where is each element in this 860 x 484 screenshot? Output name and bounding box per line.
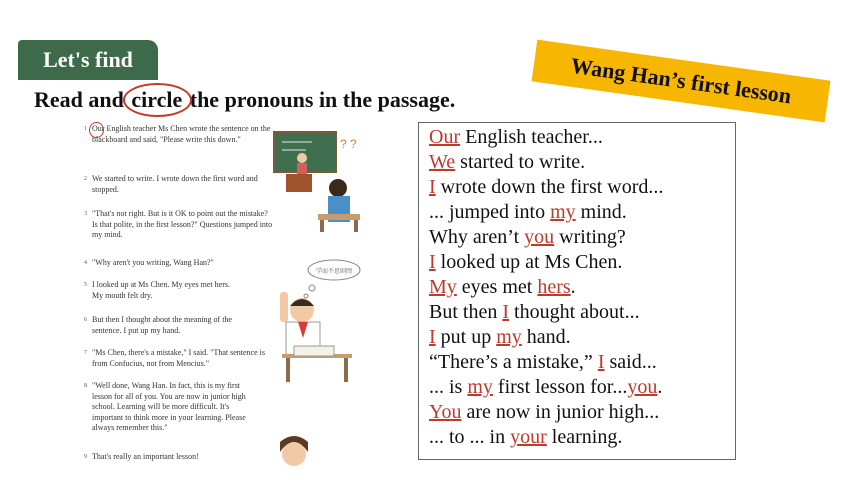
lesson-title-banner: Wang Han’s first lesson bbox=[532, 40, 831, 123]
pronoun-highlight: I bbox=[429, 326, 436, 348]
summary-text: . bbox=[570, 276, 576, 298]
paragraph-number: 7 bbox=[84, 350, 87, 356]
summary-line bbox=[429, 275, 725, 300]
summary-text: wrote down the first word... bbox=[435, 176, 664, 198]
summary-text: English teacher... bbox=[460, 126, 603, 148]
summary-text: started to write. bbox=[455, 151, 586, 173]
instruction-circled-word: circle bbox=[131, 87, 183, 112]
paragraph-number: 6 bbox=[84, 317, 87, 323]
summary-line bbox=[429, 425, 725, 450]
summary-text: looked up at Ms Chen. bbox=[435, 251, 623, 273]
pronoun-highlight: my bbox=[467, 376, 493, 398]
instruction-text bbox=[34, 87, 455, 113]
summary-line bbox=[429, 125, 725, 150]
summary-line bbox=[429, 300, 725, 325]
summary-text: . bbox=[657, 376, 663, 398]
paragraph-number: 9 bbox=[84, 454, 87, 460]
pronoun-highlight: hers bbox=[537, 276, 571, 298]
paragraph-text: I looked up at Ms Chen. My eyes met hers. My mouth felt dry. bbox=[92, 280, 230, 300]
paragraph-number: 8 bbox=[84, 383, 87, 389]
paragraph-number: 2 bbox=[84, 176, 87, 182]
section-badge: Let's find bbox=[18, 40, 158, 80]
pronoun-highlight: I bbox=[502, 301, 510, 323]
summary-text: thought about... bbox=[509, 301, 640, 323]
student-raising-hand-illustration bbox=[272, 258, 364, 388]
summary-text: mind. bbox=[575, 201, 627, 223]
passage-paragraph bbox=[84, 280, 274, 301]
passage-paragraph bbox=[84, 124, 274, 145]
circle-mark-icon bbox=[89, 122, 104, 138]
pronoun-highlight: your bbox=[510, 426, 547, 448]
summary-text: Why aren’t bbox=[429, 226, 525, 248]
paragraph-text: "Why aren't you writing, Wang Han?" bbox=[92, 258, 214, 267]
passage-paragraph bbox=[84, 348, 274, 369]
summary-text: But then bbox=[429, 301, 503, 323]
summary-text: are now in junior high... bbox=[461, 401, 660, 423]
teacher-illustration bbox=[272, 432, 332, 468]
summary-line bbox=[429, 350, 725, 375]
passage-paragraph bbox=[84, 209, 274, 241]
summary-text: said... bbox=[604, 351, 657, 373]
pronoun-highlight: you bbox=[524, 226, 555, 248]
classroom-illustration bbox=[272, 128, 364, 234]
summary-line bbox=[429, 250, 725, 275]
pronoun-highlight: my bbox=[550, 201, 576, 223]
summary-text: “There’s a mistake,” bbox=[429, 351, 598, 373]
summary-line bbox=[429, 150, 725, 175]
instruction-after: the pronouns in the passage. bbox=[184, 87, 456, 112]
summary-text: ... jumped into bbox=[429, 201, 551, 223]
summary-text: put up bbox=[435, 326, 497, 348]
paragraph-number: 3 bbox=[84, 211, 87, 217]
summary-text: ... to ... in bbox=[429, 426, 511, 448]
pronoun-highlight: you bbox=[627, 376, 658, 398]
paragraph-text: We started to write. I wrote down the first word and stopped. bbox=[92, 174, 258, 194]
pronoun-highlight: my bbox=[496, 326, 522, 348]
summary-line bbox=[429, 400, 725, 425]
paragraph-text: "Ms Chen, there's a mistake," I said. "That sentence is from Confucius, not from Mencius." bbox=[92, 348, 265, 368]
pronoun-highlight: My bbox=[429, 276, 457, 298]
summary-line bbox=[429, 225, 725, 250]
passage-paragraph bbox=[84, 258, 274, 269]
instruction-before: Read and bbox=[34, 87, 130, 112]
paragraph-text: "Well done, Wang Han. In fact, this is my first lesson for all of you. You are now in junior high school. Learning will be more difficult. It's important to think more in your learning. Please always remember this." bbox=[92, 381, 246, 432]
paragraph-text: "That's not right. But is it OK to point out the mistake? Is that polite, in the first lesson?" Questions jumped into my mind. bbox=[92, 209, 273, 239]
pronoun-summary-box bbox=[418, 122, 736, 460]
summary-text: eyes met bbox=[456, 276, 538, 298]
passage-paragraph bbox=[84, 452, 274, 463]
pronoun-highlight: We bbox=[429, 151, 456, 173]
summary-text: first lesson for... bbox=[492, 376, 628, 398]
summary-line bbox=[429, 175, 725, 200]
passage-paragraph bbox=[84, 315, 274, 336]
paragraph-number: 4 bbox=[84, 260, 87, 266]
passage-paragraph bbox=[84, 174, 274, 195]
paragraph-text: That's really an important lesson! bbox=[92, 452, 199, 461]
summary-text: learning. bbox=[546, 426, 623, 448]
paragraph-text: Our English teacher Ms Chen wrote the sentence on the blackboard and said, "Please write this down." bbox=[92, 124, 271, 144]
paragraph-text: But then I thought about the meaning of the sentence. I put up my hand. bbox=[92, 315, 232, 335]
summary-line bbox=[429, 200, 725, 225]
pronoun-highlight: You bbox=[429, 401, 462, 423]
summary-text: hand. bbox=[521, 326, 571, 348]
pronoun-highlight: I bbox=[429, 251, 436, 273]
summary-text: ... is bbox=[429, 376, 468, 398]
summary-line bbox=[429, 375, 725, 400]
pronoun-highlight: I bbox=[597, 351, 605, 373]
pronoun-highlight: Our bbox=[429, 126, 461, 148]
paragraph-number: 1 bbox=[84, 126, 87, 132]
passage-paragraph bbox=[84, 381, 274, 434]
svg-text:? ?: ? ? bbox=[340, 137, 357, 151]
summary-text: writing? bbox=[554, 226, 626, 248]
thought-bubble-text: 学而不思则罔 bbox=[315, 268, 353, 275]
pronoun-highlight: I bbox=[429, 176, 436, 198]
paragraph-number: 5 bbox=[84, 282, 87, 288]
summary-line bbox=[429, 325, 725, 350]
